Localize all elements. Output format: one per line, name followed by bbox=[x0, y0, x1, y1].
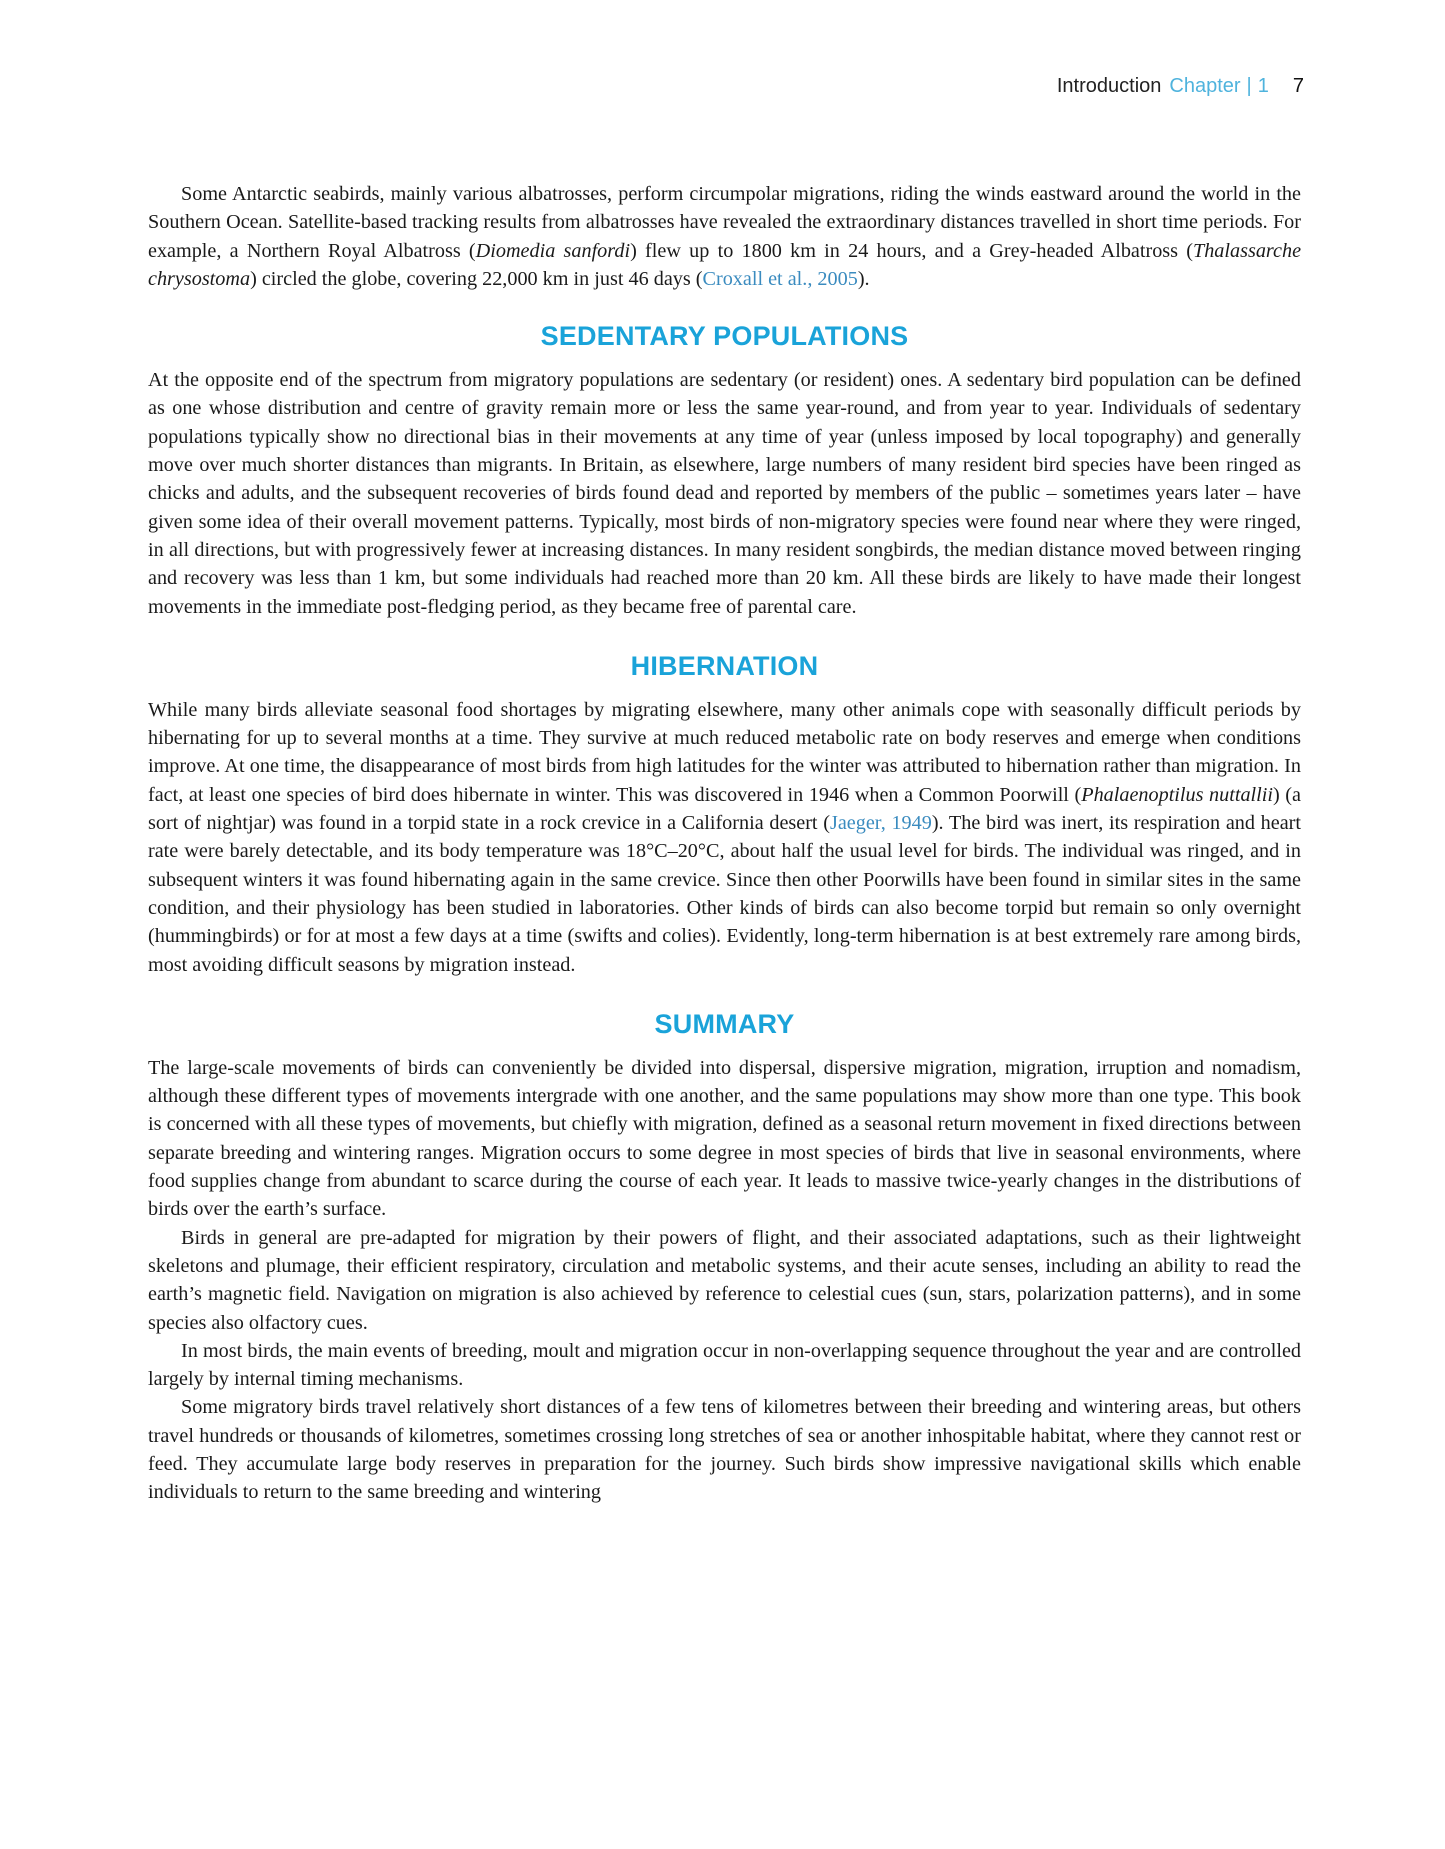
sedentary-paragraph: At the opposite end of the spectrum from migratory populations are sedentary (or resident) ones. A sedentary bird population can be defined as one whose distribution and centre of gravity remain more or less the same year-round, and from year to year. Individuals of sedentary populations typically show no directional bias in their movements at any time of year (unless imposed by local topography) and generally move over much shorter distances than migrants. In Britain, as elsewhere, large numbers of many resident bird species have been ringed as chicks and adults, and the subsequent recoveries of birds found dead and reported by members of the public – sometimes years later – have given some idea of their overall movement patterns. Typically, most birds of non-migratory species were found near where they were ringed, in all directions, but with progressively fewer at increasing distances. In many resident songbirds, the median distance moved between ringing and recovery was less than 1 km, but some individuals had reached more than 20 km. All these birds are likely to have made their longest movements in the immediate post-fledging period, as they became free of parental care. bbox=[148, 369, 1301, 618]
hibernation-text-2: ) (a sort of nightjar) was found in a torpid state in a rock crevice in a California desert ( bbox=[148, 783, 1301, 835]
citation-link-croxall[interactable]: Croxall et al., 2005 bbox=[702, 267, 858, 290]
running-head bbox=[1057, 76, 1304, 96]
summary-paragraph-3: In most birds, the main events of breeding, moult and migration occur in non-overlapping sequence throughout the year and are controlled largely by internal timing mechanisms. bbox=[148, 1339, 1301, 1391]
page-number: 7 bbox=[1292, 75, 1304, 97]
hibernation-paragraph bbox=[148, 696, 1301, 979]
citation-link-jaeger[interactable]: Jaeger, 1949 bbox=[829, 812, 932, 835]
intro-paragraph bbox=[148, 180, 1301, 293]
running-head-chapter-label: Chapter bbox=[1169, 75, 1241, 97]
species-name-diomedia: Diomedia sanfordi bbox=[475, 239, 631, 262]
summary-paragraph-4: Some migratory birds travel relatively short distances of a few tens of kilometres between their breeding and wintering areas, but others travel hundreds or thousands of kilometres, sometimes crossing long stretches of sea or another inhospitable habitat, where they cannot rest or feed. They accumulate large body reserves in preparation for the journey. Such birds show impressive navigational skills which enable individuals to return to the same breeding and wintering bbox=[148, 1396, 1301, 1504]
running-head-separator: | bbox=[1246, 75, 1252, 97]
heading-sedentary-populations: SEDENTARY POPULATIONS bbox=[540, 321, 909, 352]
heading-summary: SUMMARY bbox=[654, 1008, 795, 1039]
page-body bbox=[148, 180, 1301, 1507]
summary-paragraph-1: The large-scale movements of birds can conveniently be divided into dispersal, dispersive migration, migration, irruption and nomadism, although these different types of movements intergrade with one another, and the same populations may show more than one type. This book is concerned with all these types of movements, but chiefly with migration, defined as a seasonal return movement in fixed directions between separate breeding and wintering ranges. Migration occurs to some degree in most species of birds that live in seasonal environments, where food supplies change from abundant to scarce during the course of each year. It leads to massive twice-yearly changes in the distributions of birds over the earth’s surface. bbox=[148, 1056, 1301, 1221]
hibernation-text-1: While many birds alleviate seasonal food shortages by migrating elsewhere, many other animals cope with seasonally difficult periods by hibernating for up to several months at a time. They survive at much reduced metabolic rate on body reserves and emerge when conditions improve. At one time, the disappearance of most birds from high latitudes for the winter was attributed to hibernation rather than migration. In fact, at least one species of bird does hibernate in winter. This was discovered in 1946 when a Common Poorwill ( bbox=[148, 698, 1301, 806]
intro-text-1: Some Antarctic seabirds, mainly various albatrosses, perform circumpolar migrations, riding the winds eastward around the world in the Southern Ocean. Satellite-based tracking results from albatrosses have revealed the extraordinary distances travelled in short time periods. For example, a Northern Royal Albatross ( bbox=[148, 183, 1301, 262]
species-name-phalaenoptilus: Phalaenoptilus nuttallii bbox=[1081, 783, 1273, 806]
hibernation-text-3: ). The bird was inert, its respiration and heart rate were barely detectable, and its body temperature was 18°C–20°C, about half the usual level for birds. The individual was ringed, and in subsequent winters it was found hibernating again in the same crevice. Since then other Poorwills have been found in similar sites in the same condition, and their physiology has been studied in laboratories. Other kinds of birds can also become torpid but remain so only overnight (hummingbirds) or for at most a few days at a time (swifts and colies). Evidently, long-term hibernation is at best extremely rare among birds, most avoiding difficult seasons by migration instead. bbox=[148, 812, 1301, 976]
intro-text-3: ) circled the globe, covering 22,000 km in just 46 days ( bbox=[250, 267, 703, 290]
species-name-thalassarche: Thalassarche chrysostoma bbox=[148, 239, 1302, 290]
running-head-chapter-number: 1 bbox=[1257, 75, 1269, 97]
heading-hibernation: HIBERNATION bbox=[630, 650, 819, 681]
intro-text-2: ) flew up to 1800 km in 24 hours, and a Grey-headed Albatross ( bbox=[630, 239, 1193, 262]
summary-paragraph-2: Birds in general are pre-adapted for migration by their powers of flight, and their associated adaptations, such as their lightweight skeletons and plumage, their efficient respiratory, circulation and metabolic systems, and their acute senses, including an ability to read the earth’s magnetic field. Navigation on migration is also achieved by reference to celestial cues (sun, stars, polarization patterns), and in some species also olfactory cues. bbox=[148, 1226, 1301, 1334]
intro-text-4: ). bbox=[857, 267, 870, 290]
running-head-section: Introduction bbox=[1056, 75, 1162, 97]
